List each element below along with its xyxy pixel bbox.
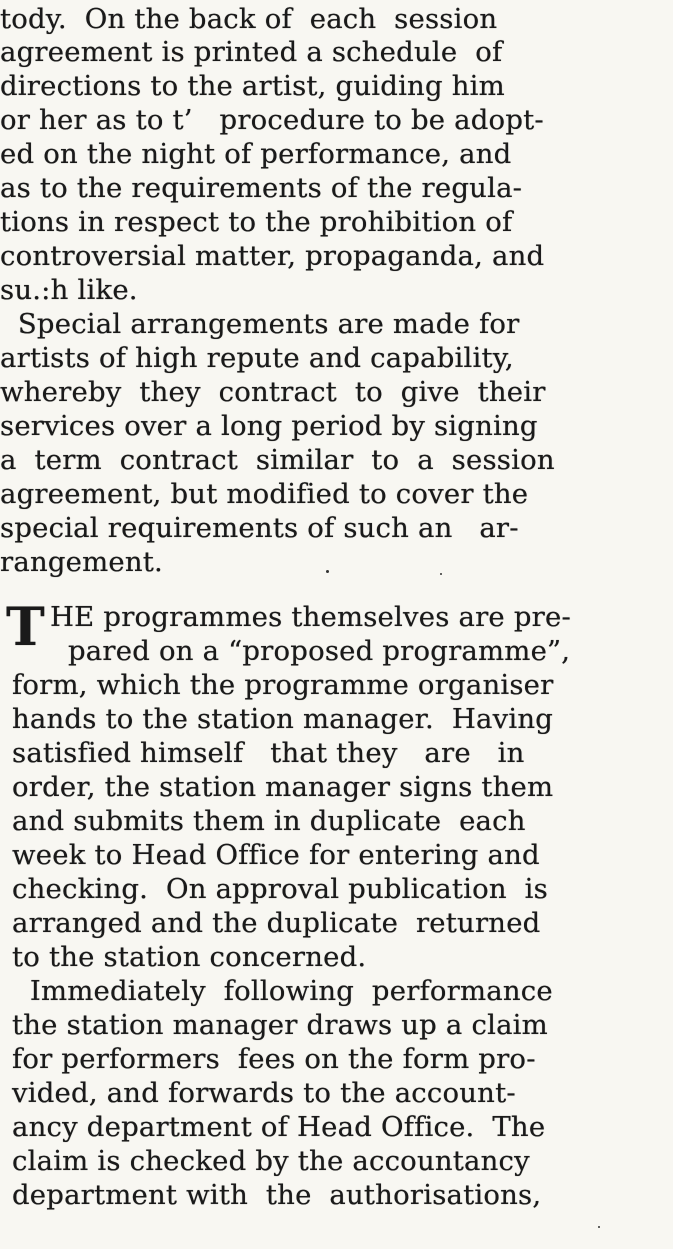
- text-line: agreement, but modified to cover the: [0, 478, 529, 510]
- text-line: checking. On approval publication is: [12, 873, 548, 905]
- text-line: rangement.: [0, 546, 163, 578]
- text-line: satisfied himself that they are in: [12, 737, 525, 769]
- text-line: whereby they contract to give their: [0, 376, 546, 408]
- text-line: directions to the artist, guiding him: [0, 70, 505, 102]
- text-line: ed on the night of performance, and: [0, 138, 512, 170]
- text-line: hands to the station manager. Having: [12, 703, 554, 735]
- text-line: services over a long period by signing: [0, 410, 538, 442]
- text-line: the station manager draws up a claim: [12, 1009, 548, 1041]
- ink-speck: [326, 570, 329, 573]
- ink-speck: [440, 573, 442, 575]
- text-line: department with the authorisations,: [12, 1179, 542, 1211]
- text-line: su.:h like.: [0, 274, 138, 306]
- text-line: for performers fees on the form pro-: [12, 1043, 536, 1075]
- text-line: Special arrangements are made for: [0, 308, 520, 340]
- text-line: or her as to t’ procedure to be adopt-: [0, 104, 544, 136]
- text-line: arranged and the duplicate returned: [12, 907, 541, 939]
- text-line: artists of high repute and capability,: [0, 342, 514, 374]
- text-line: and submits them in duplicate each: [12, 805, 526, 837]
- text-line: agreement is printed a schedule of: [0, 36, 503, 68]
- text-line: to the station concerned.: [12, 941, 367, 973]
- text-line: ancy department of Head Office. The: [12, 1111, 546, 1143]
- text-line: a term contract similar to a session: [0, 444, 555, 476]
- text-line: tions in respect to the prohibition of: [0, 206, 513, 238]
- text-line: vided, and forwards to the account-: [12, 1077, 516, 1109]
- text-line: order, the station manager signs them: [12, 771, 554, 803]
- text-line: HE programmes themselves are pre-: [50, 601, 571, 633]
- ink-speck: [598, 1226, 600, 1228]
- text-line: pared on a “proposed programme”,: [68, 635, 571, 667]
- text-line: form, which the programme organiser: [12, 669, 554, 701]
- text-line: as to the requirements of the regula-: [0, 172, 523, 204]
- text-line: claim is checked by the accountancy: [12, 1145, 530, 1177]
- text-line: controversial matter, propaganda, and: [0, 240, 545, 272]
- text-line: Immediately following performance: [12, 975, 553, 1007]
- text-line: week to Head Office for entering and: [12, 839, 540, 871]
- text-line: special requirements of such an ar-: [0, 512, 519, 544]
- drop-cap: T: [6, 597, 45, 658]
- text-line: tody. On the back of each session: [0, 3, 498, 35]
